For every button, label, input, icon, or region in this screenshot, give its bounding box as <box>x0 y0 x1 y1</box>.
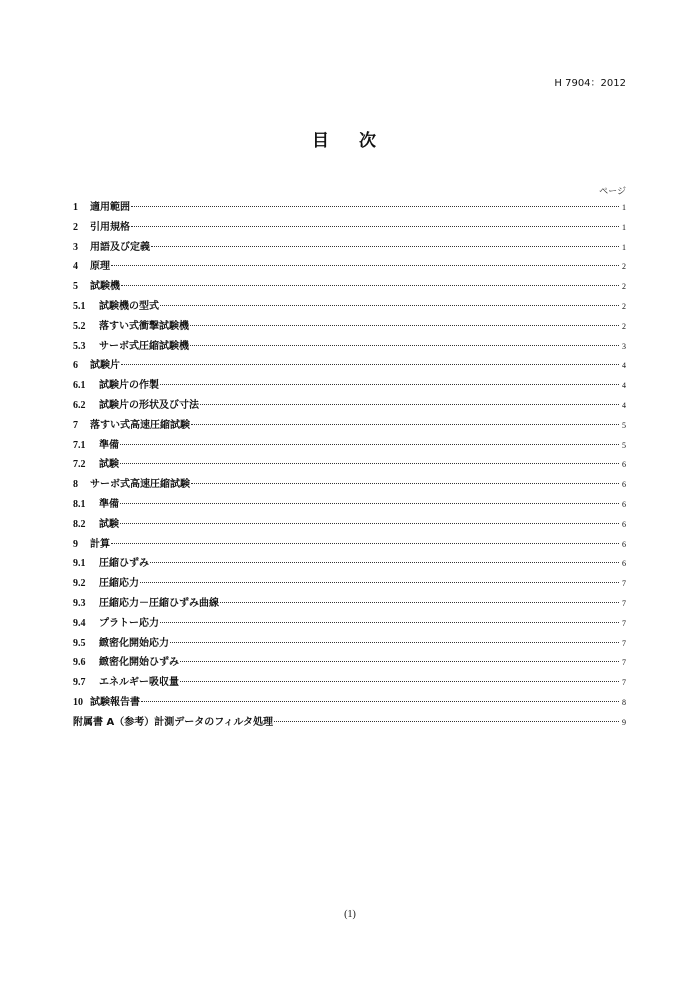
toc-entry-number: 5 <box>73 281 78 293</box>
toc-entry-number: 7.1 <box>73 439 86 451</box>
toc-entry-label: 引用規格 <box>90 221 130 233</box>
toc-entry-page: 7 <box>622 678 626 688</box>
toc-dot-leader <box>191 483 619 484</box>
toc-entry-page: 9 <box>622 717 626 727</box>
toc-entry[interactable] <box>73 614 626 634</box>
toc-entry-label: 圧縮ひずみ <box>99 558 149 570</box>
footer-page-number: (1) <box>344 909 356 920</box>
toc-entry-number: 9.4 <box>73 617 86 629</box>
toc-entry-label: 適用範囲 <box>90 202 130 213</box>
toc-dot-leader <box>190 325 619 326</box>
toc-entry[interactable] <box>73 337 626 357</box>
toc-dot-leader <box>121 285 619 286</box>
toc-entry[interactable] <box>73 713 626 733</box>
toc-dot-leader <box>170 642 619 643</box>
toc-entry-label: 落すい式衝撃試験機 <box>99 320 189 332</box>
toc-dot-leader <box>140 582 619 583</box>
toc-entry[interactable] <box>73 198 626 218</box>
toc-entry[interactable] <box>73 257 626 277</box>
toc-entry[interactable] <box>73 475 626 495</box>
toc-entry-label: 試験 <box>99 518 119 530</box>
toc-entry-page: 2 <box>622 301 626 311</box>
toc-entry-label: 準備 <box>99 498 119 510</box>
toc-dot-leader <box>150 562 619 563</box>
toc-entry-page: 8 <box>622 697 626 707</box>
toc-entry-page: 1 <box>622 222 626 232</box>
toc-entry-page: 1 <box>622 203 626 212</box>
toc-entry-number: 5.1 <box>73 300 86 312</box>
toc-dot-leader <box>220 602 619 603</box>
toc-entry-label: 緻密化開始ひずみ <box>99 657 179 669</box>
toc-entry-number: 6.1 <box>73 380 86 392</box>
toc-entry-label: 圧縮応力 <box>99 578 139 590</box>
toc-dot-leader <box>111 543 619 544</box>
toc-entry-page: 7 <box>622 618 626 628</box>
toc-entry-page: 2 <box>622 321 626 331</box>
table-of-contents <box>73 198 626 733</box>
standard-code: H 7904：2012 <box>554 78 626 89</box>
toc-entry-page: 4 <box>622 381 626 391</box>
toc-dot-leader <box>121 364 619 365</box>
toc-entry[interactable] <box>73 218 626 238</box>
toc-dot-leader <box>151 246 619 247</box>
toc-entry[interactable] <box>73 515 626 535</box>
toc-entry-label: 試験機の型式 <box>99 300 159 312</box>
toc-entry-label: 計算 <box>90 538 110 550</box>
toc-entry-label: 試験片の形状及び寸法 <box>99 399 199 411</box>
toc-entry-number: 3 <box>73 241 78 253</box>
toc-dot-leader <box>180 681 619 682</box>
toc-dot-leader <box>120 503 619 504</box>
toc-entry-number: 6.2 <box>73 399 86 411</box>
toc-entry-number: 9.1 <box>73 558 86 570</box>
toc-entry[interactable] <box>73 317 626 337</box>
toc-entry-label: 試験報告書 <box>90 696 140 708</box>
toc-entry-label: 試験機 <box>90 281 120 293</box>
toc-dot-leader <box>120 444 619 445</box>
toc-entry-page: 6 <box>622 559 626 569</box>
toc-entry-label: 緻密化開始応力 <box>99 637 169 649</box>
toc-entry-number: 9.6 <box>73 657 86 669</box>
toc-entry-number: 9.2 <box>73 578 86 590</box>
toc-dot-leader <box>120 523 619 524</box>
toc-entry-label: 試験片の作製 <box>99 380 159 392</box>
toc-entry-number: 1 <box>73 202 78 213</box>
toc-entry-number: 7.2 <box>73 459 86 471</box>
toc-entry[interactable] <box>73 535 626 555</box>
toc-dot-leader <box>180 661 619 662</box>
toc-entry-number: 4 <box>73 261 78 273</box>
toc-dot-leader <box>274 721 619 722</box>
toc-entry-page: 1 <box>622 242 626 252</box>
toc-entry[interactable] <box>73 653 626 673</box>
toc-entry-page: 7 <box>622 638 626 648</box>
toc-entry-page: 4 <box>622 400 626 410</box>
toc-entry-page: 6 <box>622 460 626 470</box>
toc-dot-leader <box>190 345 619 346</box>
toc-entry[interactable] <box>73 376 626 396</box>
toc-entry-label: 附属書 A（参考）計測データのフィルタ処理 <box>73 716 274 728</box>
toc-entry-number: 5.3 <box>73 340 86 352</box>
toc-entry[interactable] <box>73 356 626 376</box>
toc-entry-label: 試験 <box>99 459 119 471</box>
toc-entry-label: 圧縮応力－圧縮ひずみ曲線 <box>99 597 219 609</box>
toc-entry[interactable] <box>73 554 626 574</box>
toc-entry-number: 8.1 <box>73 498 86 510</box>
toc-title: 目 次 <box>312 131 388 151</box>
toc-entry[interactable] <box>73 277 626 297</box>
toc-entry-page: 6 <box>622 480 626 490</box>
toc-entry[interactable] <box>73 396 626 416</box>
toc-entry-page: 6 <box>622 499 626 509</box>
toc-entry-page: 5 <box>622 440 626 450</box>
toc-entry-number: 6 <box>73 360 78 372</box>
toc-entry[interactable] <box>73 238 626 258</box>
toc-entry-label: サーボ式圧縮試験機 <box>99 340 189 352</box>
toc-entry-page: 2 <box>622 262 626 272</box>
toc-entry[interactable] <box>73 673 626 693</box>
toc-entry-label: エネルギー吸収量 <box>99 677 179 689</box>
toc-entry-label: 用語及び定義 <box>90 241 150 253</box>
toc-dot-leader <box>200 404 619 405</box>
toc-entry[interactable] <box>73 416 626 436</box>
toc-entry-page: 4 <box>622 361 626 371</box>
toc-entry-number: 8.2 <box>73 518 86 530</box>
toc-entry[interactable] <box>73 594 626 614</box>
toc-entry-page: 6 <box>622 539 626 549</box>
toc-entry-label: 試験片 <box>90 360 120 372</box>
toc-entry-label: プラトー応力 <box>99 617 159 629</box>
toc-entry-number: 9.3 <box>73 597 86 609</box>
toc-entry-label: サーボ式高速圧縮試験 <box>90 479 190 491</box>
toc-entry-page: 7 <box>622 598 626 608</box>
toc-entry-number: 10 <box>73 696 83 708</box>
toc-entry[interactable] <box>73 693 626 713</box>
toc-entry[interactable] <box>73 634 626 654</box>
toc-dot-leader <box>160 622 619 623</box>
toc-dot-leader <box>160 384 619 385</box>
toc-dot-leader <box>131 206 619 207</box>
toc-entry-page: 5 <box>622 420 626 430</box>
toc-dot-leader <box>160 305 619 306</box>
toc-entry[interactable] <box>73 297 626 317</box>
toc-entry-page: 6 <box>622 519 626 529</box>
toc-entry-page: 3 <box>622 341 626 351</box>
toc-entry-number: 9.7 <box>73 677 86 689</box>
toc-entry-number: 9 <box>73 538 78 550</box>
toc-dot-leader <box>120 463 619 464</box>
toc-dot-leader <box>131 226 619 227</box>
toc-entry-number: 5.2 <box>73 320 86 332</box>
toc-entry-number: 9.5 <box>73 637 86 649</box>
page-column-label: ページ <box>599 187 626 197</box>
toc-entry-page: 2 <box>622 282 626 292</box>
toc-entry-page: 7 <box>622 579 626 589</box>
toc-entry-label: 準備 <box>99 439 119 451</box>
toc-entry-number: 2 <box>73 221 78 233</box>
toc-entry[interactable] <box>73 574 626 594</box>
toc-entry[interactable] <box>73 495 626 515</box>
toc-entry[interactable] <box>73 455 626 475</box>
toc-entry-number: 8 <box>73 479 78 491</box>
toc-entry-page: 7 <box>622 658 626 668</box>
toc-dot-leader <box>191 424 619 425</box>
toc-dot-leader <box>141 701 619 702</box>
toc-dot-leader <box>111 265 619 266</box>
toc-entry[interactable] <box>73 436 626 456</box>
toc-entry-number: 7 <box>73 419 78 431</box>
toc-entry-label: 原理 <box>90 261 110 273</box>
toc-entry-label: 落すい式高速圧縮試験 <box>90 419 190 431</box>
